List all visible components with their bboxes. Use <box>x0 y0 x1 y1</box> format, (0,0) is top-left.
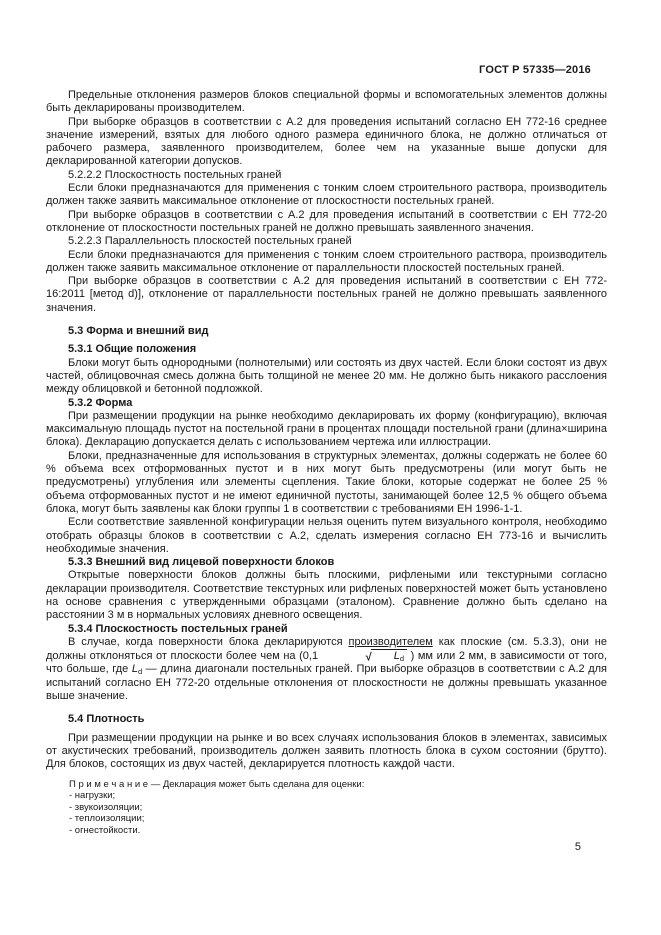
formula-variable: L <box>131 663 138 676</box>
note-item: - огнестойкости. <box>69 824 141 836</box>
note-item: - звукоизоляции; <box>69 801 143 813</box>
text-run: — длина диагонали постельных граней. При выборке образцов в соответствии с А.2 для испытаний согласно ЕН 772-20 отдельные отклонения от плоскостности не должны превышать указанное выше значение. <box>46 663 607 703</box>
subclause-heading: 5.2.2.3 Параллельность плоскостей постельных граней <box>68 235 352 248</box>
text-run: ) мм или 2 мм, в зависимости от того, что больше, где <box>46 650 607 676</box>
formula-variable: L <box>393 650 400 663</box>
subclause-heading: 5.2.2.2 Плоскостность постельных граней <box>68 168 282 181</box>
paragraph: При выборке образцов в соответствии с А.2 для проведения испытаний согласно ЕН 772-16 среднее значение измерений, взятых для любого одного размера единичного блока, не должно отличаться от рабочего размера, заявленного производителем, более чем на указанные выше допуски для декларированной категории допусков. <box>46 115 607 168</box>
subsection-heading: 5.3.4 Плоскостность постельных граней <box>68 622 288 635</box>
underlined-text: производителем <box>348 635 433 648</box>
document-content <box>46 89 607 837</box>
note-heading: П р и м е ч а н и е — Декларация может быть сделана для оценки: <box>69 778 365 790</box>
subsection-heading: 5.3.2 Форма <box>68 396 133 409</box>
page-number: 5 <box>574 841 581 853</box>
paragraph: При выборке образцов в соответствии с А.2 для проведения испытаний в соответствии с ЕН 772-20 отклонение от плоскостности постельных граней не должно превышать заявленного значения. <box>46 208 607 234</box>
note-item: - теплоизоляции; <box>69 813 145 825</box>
sqrt-radical-formula <box>322 649 407 663</box>
paragraph: Открытые поверхности блоков должны быть плоскими, рифлеными или текстурными согласно декларации производителя. Соответствие текстурных или рифленых поверхностей может быть установлено на основе сравнения с утвержденными образцами (эталоном). Сравнение должно быть сделано на расстоянии 3 м в нормальных условиях дневного освещения. <box>46 569 607 622</box>
paragraph: Если соответствие заявленной конфигурации нельзя оценить путем визуального контроля, необходимо отобрать образцы блоков в соответствии с А.2, сделать измерения согласно ЕН 773-16 и вычислить необходимые значения. <box>46 516 607 555</box>
paragraph: Блоки могут быть однородными (полнотелыми) или состоять из двух частей. Если блоки состоят из двух частей, облицовочная смесь должна быть толщиной не менее 20 мм. Не должно быть никакого расслоения между облицовкой и бетонной подложкой. <box>46 356 607 396</box>
paragraph-with-formula <box>46 636 607 703</box>
section-heading: 5.4 Плотность <box>68 713 145 726</box>
paragraph: Если блоки предназначаются для применения с тонким слоем строительного раствора, производитель должен также заявить максимальное отклонение от параллельности плоскостей постельных граней. <box>46 248 607 274</box>
subsection-heading: 5.3.3 Внешний вид лицевой поверхности блоков <box>68 556 335 569</box>
section-heading: 5.3 Форма и внешний вид <box>68 325 209 338</box>
paragraph: Если блоки предназначаются для применения с тонким слоем строительного раствора, производитель должен также заявить максимальное отклонение от плоскостности постельных граней. <box>46 182 607 208</box>
formula-subscript: d <box>137 667 143 677</box>
running-header: ГОСТ Р 57335—2016 <box>479 64 591 76</box>
formula-subscript: d <box>399 654 405 664</box>
paragraph: Блоки, предназначенные для использования в структурных элементах, должны содержать не более 60 % объема всех отформованных пустот и в них могут быть предусмотрены (или могут быть не предусмотрены) углубления или элементы сцепления. Такие блоки, которые содержат не более 25 % объема отформованных пустот и не имеют единичной пустоты, занимающей более 12,5 % общего объема блока, могут быть заявлены как блоки группы 1 в соответствии с требованиями ЕН 1996-1-1. <box>46 449 607 515</box>
radical-sign-icon: √ <box>365 651 372 664</box>
text-run: В случае, когда поверхности блока декларируются <box>68 635 349 648</box>
note-block <box>69 779 607 837</box>
paragraph: При размещении продукции на рынке необходимо декларировать их форму (конфигурацию), включая максимальную площадь пустот на постельной грани в процентах площади постельной грани (длина×ширина блока). Декларацию допускается делать с использованием чертежа или иллюстрации. <box>46 409 607 449</box>
subsection-heading: 5.3.1 Общие положения <box>68 343 197 356</box>
note-item: - нагрузки; <box>69 790 116 802</box>
paragraph: При выборке образцов в соответствии с А.2 для проведения испытаний в соответствии с ЕН 772-16:2011 [метод d)], отклонение от параллельности постельных граней не должно превышать заявленного значения. <box>46 275 607 314</box>
paragraph: При размещении продукции на рынке и во всех случаях использования блоков в элементах, зависимых от акустических требований, производитель должен заявить плотность блока в сухом состоянии (брутто). Для блоков, состоящих из двух частей, декларируется плотность каждой части. <box>46 731 607 771</box>
text-run: как плоские (см. 5.3.3), они не должны отклоняться от плоскости более чем на (0,1 <box>46 635 607 663</box>
paragraph: Предельные отклонения размеров блоков специальной формы и вспомогательных элементов должны быть декларированы производителем. <box>46 89 607 115</box>
